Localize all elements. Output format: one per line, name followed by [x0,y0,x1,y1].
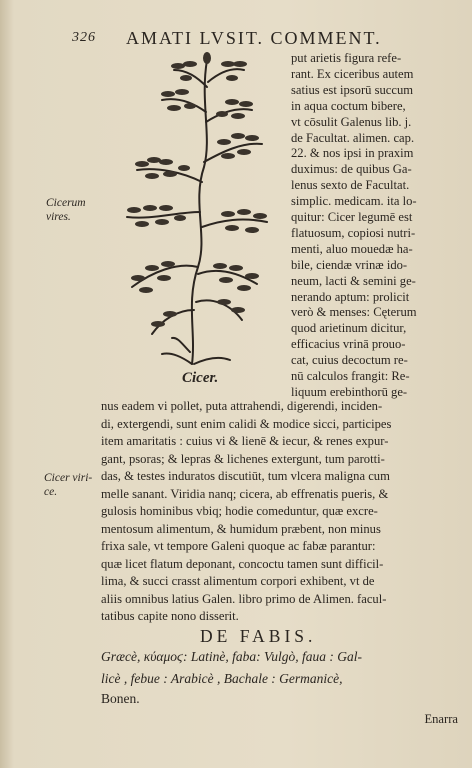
section-heading: DE FABIS. [200,626,317,646]
column-text-line: bile, ciendæ vrinæ ido- [291,257,408,272]
column-text-line: efficacius vrinā prouo- [291,337,406,352]
column-text-line: cat, cuius decoctum re- [291,353,408,368]
margin-note: Cicer viri-ce. [44,472,93,498]
column-text-line: verò & menses: Cęterum [291,305,417,320]
column-text-line: simplic. medicam. ita lo- [291,194,417,209]
column-text-line: vt cōsulit Galenus lib. j. [291,114,412,129]
margin-note: Cicerum vires. [46,197,86,223]
full-width-text-line: tatibus capite nono disserit. [101,609,239,623]
column-text-line: quod arietinum dicitur, [291,321,407,336]
chickpea-plant-woodcut [112,52,277,370]
full-width-text-line: gant, psoras; & lepras & lichenes extergunt, tum parotti- [101,451,385,466]
synonyms-line: licè , febue : Arabicè , Bachale : Germanicè, [101,671,343,686]
full-width-text-line: di, extergendi, sunt enim calidi & modice sicci, participes [101,416,392,431]
synonyms-line: Bonen. [101,691,140,706]
full-width-text-line: aliis omnibus latius Galen. libro primo de Alimen. facul- [101,591,387,606]
full-width-text-line: das, & testes induratos discutiūt, tum vlcera maligna cum [101,469,390,483]
full-width-text-line: mentosum alimentum, & humidum præbent, non minus [101,521,381,536]
full-width-text-line: gulosis hominibus vbiq; hodie comeduntur, quæ excre- [101,504,378,518]
column-text-line: lenus sexto de Facultat. [291,178,410,193]
column-text-line: duximus: de quibus Ga- [291,162,412,177]
full-width-text-line: lima, & succi crasst alimentum corpori exhibent, vt de [101,574,375,588]
column-text-line: de Facultat. alimen. cap. [291,130,415,145]
full-width-text-line: melle sanant. Viridia nanq; cicera, ab effrenatis pueris, & [101,486,389,501]
column-text-line: flatuosum, copiosi nutri- [291,225,416,240]
column-text-line: satius est ipsorū succum [291,82,414,97]
synonyms-line: Græcè, κύαμοϛ: Latinè, faba: Vulgò, faua : Gal- [101,649,363,664]
column-text-line: liquum erebinthorū ge- [291,384,408,399]
column-text-line: neum, lacti & semini ge- [291,273,416,288]
full-width-text-line: nus eadem vi pollet, puta attrahendi, digerendi, inciden- [101,399,383,413]
column-text-line: quitur: Cicer legumē est [291,210,413,224]
column-text-line: nū calculos frangit: Re- [291,369,410,383]
full-width-text-line: quæ licet flatum deponant, concoctu tamen sunt difficil- [101,556,384,571]
catchword: Enarra [424,712,458,726]
column-text-line: nerando aptum: prolicit [291,289,410,304]
column-text-line: menti, aluo mouedæ ha- [291,241,413,256]
running-head: AMATI LVSIT. COMMENT. [126,28,382,48]
column-text-line: 22. & nos ipsi in praxim [291,146,414,161]
figure-caption: Cicer. [182,370,219,386]
column-text-line: put arietis figura refe- [291,51,402,65]
column-text-line: in aqua coctum bibere, [291,98,406,113]
full-width-text-line: item amaritatis : cuius vi & lienē & iecur, & renes expur- [101,434,389,448]
column-text-line: rant. Ex ciceribus autem [291,66,414,81]
folio-number: 326 [72,30,96,45]
full-width-text-line: frixa sale, vt tempore Galeni quoque ac fabæ parantur: [101,539,376,553]
